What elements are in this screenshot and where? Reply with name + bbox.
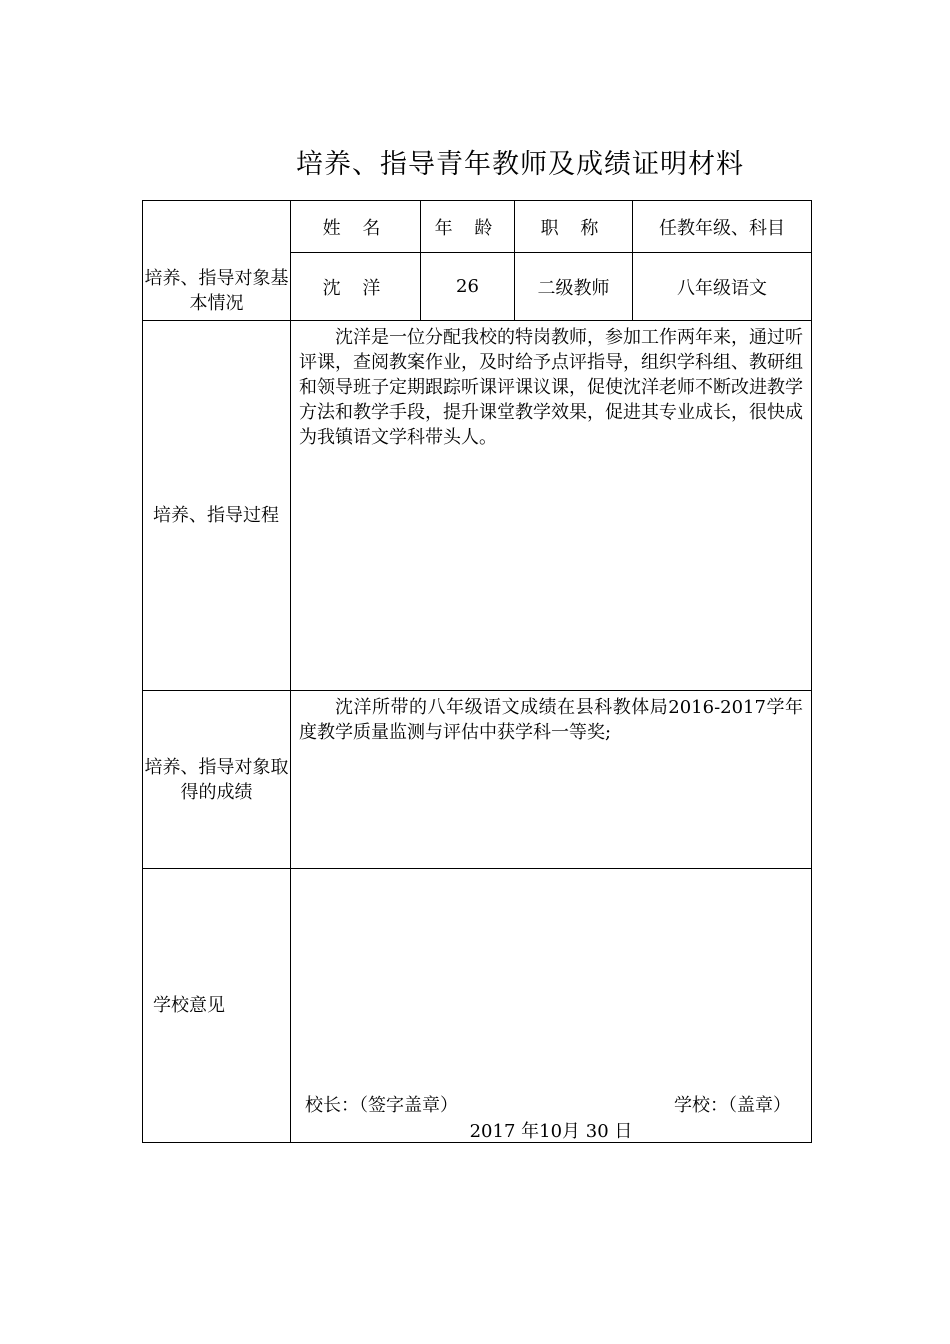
page-title: 培养、指导青年教师及成绩证明材料 — [296, 149, 744, 180]
opinion-date: 2017 年10月 30 日 — [469, 1121, 633, 1142]
basic-info-label: 培养、指导对象基本情况 — [143, 201, 291, 321]
process-label: 培养、指导过程 — [143, 321, 291, 691]
basic-info-header-row — [143, 201, 812, 253]
school-opinion-label: 学校意见 — [143, 869, 291, 1143]
principal-signature: 校长：（签字盖章） — [305, 1095, 458, 1116]
achievement-row — [143, 691, 812, 869]
title-header: 职 称 — [515, 201, 633, 253]
name-value: 沈 洋 — [291, 253, 421, 321]
name-header: 姓 名 — [291, 201, 421, 253]
achievement-label: 培养、指导对象取得的成绩 — [143, 691, 291, 869]
process-row — [143, 321, 812, 691]
grade-subject-value: 八年级语文 — [633, 253, 812, 321]
title-value: 二级教师 — [515, 253, 633, 321]
age-header: 年 龄 — [421, 201, 515, 253]
certificate-form-table — [142, 200, 812, 1143]
school-opinion-row — [143, 869, 812, 1143]
school-seal: 学校：（盖章） — [674, 1095, 791, 1116]
school-opinion-cell — [291, 869, 812, 1143]
achievement-text: 沈洋所带的八年级语文成绩在县科教体局2016-2017学年度教学质量监测与评估中获学科一等奖; — [291, 691, 812, 869]
grade-subject-header: 任教年级、科目 — [633, 201, 812, 253]
age-value: 26 — [421, 253, 515, 321]
signature-line — [305, 1091, 791, 1117]
process-text: 沈洋是一位分配我校的特岗教师，参加工作两年来，通过听评课，查阅教案作业，及时给予点评指导，组织学科组、教研组和领导班子定期跟踪听课评课议课，促使沈洋老师不断改进教学方法和教学手段，提升课堂教学效果，促进其专业成长，很快成为我镇语文学科带头人。 — [291, 321, 812, 691]
